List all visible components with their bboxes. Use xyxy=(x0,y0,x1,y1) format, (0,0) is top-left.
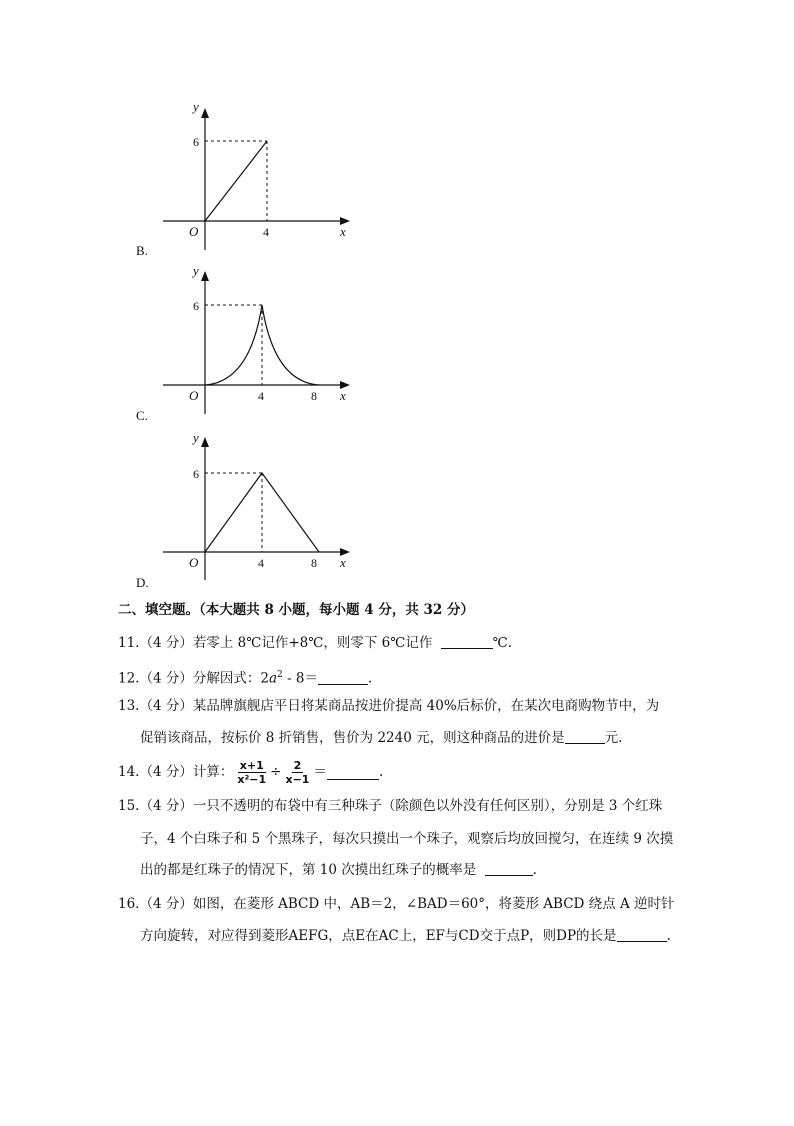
q14-equals: ＝ xyxy=(313,764,327,780)
y-label: y xyxy=(193,263,199,278)
y-label: y xyxy=(193,99,199,114)
question-16-line1: 16.（4 分）如图，在菱形 ABCD 中，AB＝2，∠BAD＝60°，将菱形 ABCD 绕点 A 逆时针 xyxy=(118,896,675,912)
q14-frac1-numerator: x+1 xyxy=(239,758,264,772)
q16-answer-blank[interactable] xyxy=(617,927,667,942)
question-15-line2: 子，4 个白珠子和 5 个黑珠子，每次只摸出一个珠子，观察后均放回搅匀，在连续 9 次摸 xyxy=(140,831,674,847)
question-15-line3 xyxy=(140,860,537,880)
option-label-d: D. xyxy=(136,575,149,590)
q14-answer-blank[interactable] xyxy=(327,765,379,780)
q15-answer-blank[interactable] xyxy=(485,861,533,876)
section-title: 二、填空题。（本大题共 8 小题，每小题 4 分，共 32 分） xyxy=(118,602,475,618)
q12-rest: - 8＝ xyxy=(282,670,318,687)
tick-x-8: 8 xyxy=(311,389,317,403)
tick-x-4: 4 xyxy=(258,556,264,570)
question-15-line1: 15.（4 分）一只不透明的布袋中有三种珠子（除颜色以外没有任何区别），分别是 3 个红珠 xyxy=(118,798,663,814)
q11-text: 11.（4 分）若零上 8℃记作+8℃，则零下 6℃记作 xyxy=(118,635,433,651)
q14-fraction-1 xyxy=(235,759,268,786)
question-11 xyxy=(118,633,512,653)
x-label: x xyxy=(340,224,346,239)
q12-prefix: 12.（4 分）分解因式：2 xyxy=(118,670,269,687)
tick-x-4: 4 xyxy=(263,225,269,239)
q15-line3-text: 出的都是红珠子的情况下，第 10 次摸出红珠子的概率是 xyxy=(140,862,477,878)
x-label: x xyxy=(340,555,346,570)
q16-line2-text: 方向旋转，对应得到菱形AEFG，点E在AC上，EF与CD交于点P，则DP的长是 xyxy=(140,928,617,944)
question-16-line2 xyxy=(140,926,671,946)
q11-suffix: ℃. xyxy=(492,635,513,651)
option-label-c: C. xyxy=(136,408,148,423)
q13-suffix: 元. xyxy=(604,730,623,746)
y-label: y xyxy=(193,430,199,445)
q14-prefix: 14.（4 分）计算： xyxy=(118,764,234,780)
q14-suffix: . xyxy=(378,764,384,780)
q14-fraction-2 xyxy=(283,759,311,786)
q16-suffix: . xyxy=(666,928,671,944)
q12-answer-blank[interactable] xyxy=(318,670,368,685)
q15-suffix: . xyxy=(532,862,537,878)
q13-line2-text: 促销该商品，按标价 8 折销售，售价为 2240 元，则这种商品的进价是 xyxy=(140,730,565,746)
q11-answer-blank[interactable] xyxy=(441,634,493,649)
q14-frac2-denominator: x−1 xyxy=(285,772,310,786)
origin-label: O xyxy=(189,555,199,570)
origin-label: O xyxy=(189,388,199,403)
q12-suffix: . xyxy=(367,670,373,687)
q13-answer-blank[interactable] xyxy=(565,729,605,744)
y-axis-arrow xyxy=(201,437,209,447)
question-13-line2 xyxy=(140,728,622,748)
x-label: x xyxy=(340,388,346,403)
q12-var: a xyxy=(268,670,278,687)
question-14 xyxy=(118,757,383,787)
question-13-line1: 13.（4 分）某品牌旗舰店平日将某商品按进价提高 40%后标价，在某次电商购物节中，为 xyxy=(118,698,660,714)
q12-exp: 2 xyxy=(277,670,283,680)
tick-y-6: 6 xyxy=(193,299,199,313)
option-label-b: B. xyxy=(136,243,148,258)
q14-frac2-numerator: 2 xyxy=(293,758,302,772)
origin-label: O xyxy=(189,224,199,239)
tick-y-6: 6 xyxy=(193,467,199,481)
tick-x-8: 8 xyxy=(311,556,317,570)
q14-divide-sign: ÷ xyxy=(270,764,282,780)
tick-x-4: 4 xyxy=(258,389,264,403)
question-12 xyxy=(118,665,372,689)
q14-frac1-denominator: x²−1 xyxy=(237,772,267,786)
tick-y-6: 6 xyxy=(193,135,199,149)
